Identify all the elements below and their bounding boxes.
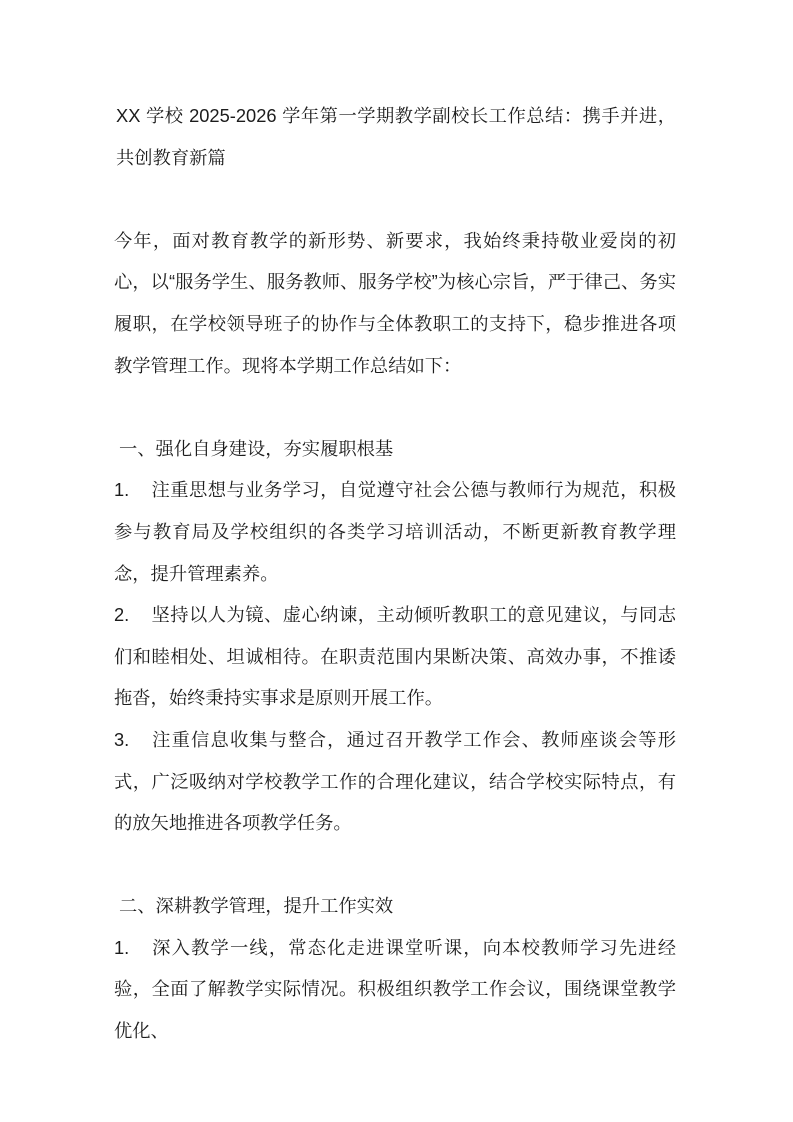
list-item-text: 深入教学一线，常态化走进课堂听课，向本校教师学习先进经验，全面了解教学实际情况。积极组织教学工作会议，围绕课堂教学优化、 <box>114 936 676 1042</box>
list-item <box>114 469 676 594</box>
list-item-text: 注重思想与业务学习，自觉遵守社会公德与教师行为规范，积极参与教育局及学校组织的各类学习培训活动，不断更新教育教学理念，提升管理素养。 <box>114 479 676 584</box>
document-title: XX 学校 2025-2026 学年第一学期教学副校长工作总结：携手并进，共创教育新篇 <box>116 105 676 168</box>
document-content <box>114 95 676 1052</box>
list-item-text: 注重信息收集与整合，通过召开教学工作会、教师座谈会等形式，广泛吸纳对学校教学工作的合理化建议，结合学校实际特点，有的放矢地推进各项教学任务。 <box>114 728 676 834</box>
section-heading-2: 二、深耕教学管理，提升工作实效 <box>119 895 394 917</box>
list-item-number: 1. <box>114 936 130 958</box>
intro-paragraph: 今年，面对教育教学的新形势、新要求，我始终秉持敬业爱岗的初心，以“服务学生、服务教师、服务学校”为核心宗旨，严于律己、务实履职，在学校领导班子的协作与全体教职工的支持下，稳步推进各项教学管理工作。现将本学期工作总结如下： <box>114 229 676 376</box>
list-item-number: 3. <box>114 728 130 750</box>
section-heading-1: 一、强化自身建设，夯实履职根基 <box>119 437 394 459</box>
list-item <box>114 594 676 719</box>
list-item-number: 1. <box>114 479 130 501</box>
list-item <box>114 719 676 844</box>
list-item-number: 2. <box>114 604 130 626</box>
list-item-text: 坚持以人为镜、虚心纳谏，主动倾听教职工的意见建议，与同志们和睦相处、坦诚相待。在职责范围内果断决策、高效办事，不推诿拖沓，始终秉持实事求是原则开展工作。 <box>114 604 676 709</box>
list-item <box>114 927 676 1052</box>
